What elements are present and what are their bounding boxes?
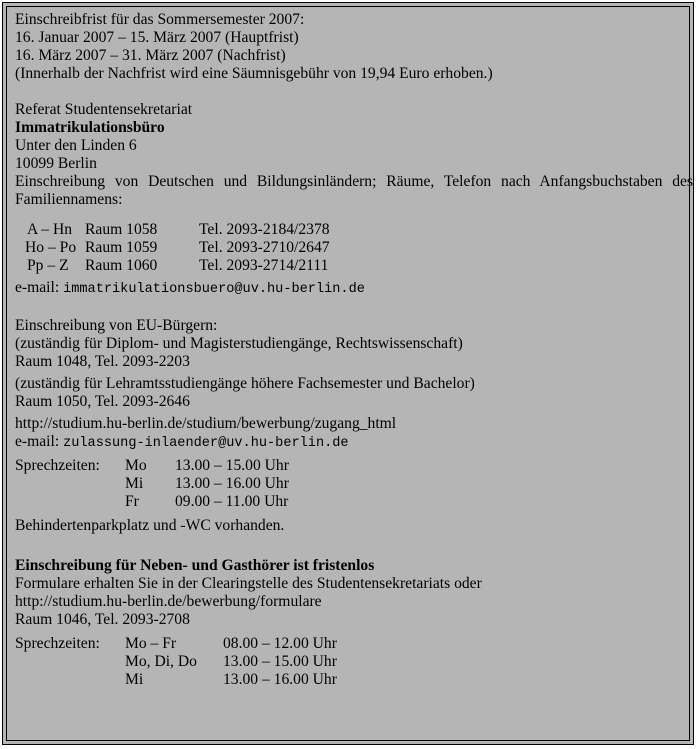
eu-hours-table [15,457,289,511]
table-row [15,257,330,275]
eu-email-link[interactable]: zulassung-inlaender@uv.hu-berlin.de [63,436,349,451]
deadline-late: 16. März 2007 – 31. März 2007 (Nachfrist) [15,47,286,64]
eu-lehramt: (zuständig für Lehramtsstudiengänge höhere Fachsemester und Bachelor) [15,375,475,392]
guest-room: Raum 1046, Tel. 2093-2708 [15,611,190,628]
deadline-main: 16. Januar 2007 – 15. März 2007 (Hauptfrist) [15,29,299,46]
room-number: Raum 1060 [85,257,158,274]
hours-day: Mo – Fr [125,635,177,652]
table-row [15,653,337,671]
room-phone: Tel. 2093-2184/2378 [199,221,330,238]
table-row [15,221,330,239]
room-number: Raum 1059 [85,239,158,256]
hours-day: Mo, Di, Do [125,653,197,670]
guest-title: Einschreibung für Neben- und Gasthörer ist fristenlos [15,557,375,574]
hours-label: Sprechzeiten: [15,457,100,474]
table-row [15,475,289,493]
hours-time: 13.00 – 16.00 Uhr [223,671,337,688]
email-label: e-mail: [15,279,60,296]
hours-time: 09.00 – 11.00 Uhr [175,493,289,510]
room-range: A – Hn [27,221,73,238]
eu-lehramt-room: Raum 1050, Tel. 2093-2646 [15,393,190,410]
room-table [15,221,330,275]
hours-day: Mi [125,475,144,492]
info-box [2,2,694,745]
office-name: Immatrikulationsbüro [15,119,165,136]
guest-forms: Formulare erhalten Sie in der Clearingstelle des Studentensekretariats oder [15,575,482,592]
eu-diplom: (zuständig für Diplom- und Magisterstudiengänge, Rechtswissenschaft) [15,335,463,352]
table-row [15,635,337,653]
info-box-inner-frame [6,6,693,741]
table-row [15,457,289,475]
room-phone: Tel. 2093-2710/2647 [199,239,330,256]
hours-day: Fr [125,493,139,510]
hours-time: 13.00 – 15.00 Uhr [175,457,289,474]
table-row [15,671,337,689]
eu-url-link[interactable]: http://studium.hu-berlin.de/studium/bewerbung/zugang_html [15,415,397,432]
guest-url-link[interactable]: http://studium.hu-berlin.de/bewerbung/formulare [15,593,322,610]
room-range: Ho – Po [25,239,77,256]
eu-email-line [15,433,695,451]
table-row [15,239,330,257]
office-email-link[interactable]: immatrikulationsbuero@uv.hu-berlin.de [63,282,365,297]
hours-time: 08.00 – 12.00 Uhr [223,635,337,652]
deadline-title: Einschreibfrist für das Sommersemester 2007: [15,11,305,28]
hours-day: Mo [125,457,147,474]
office-email-line [15,279,695,297]
hours-time: 13.00 – 16.00 Uhr [175,475,289,492]
email-label: e-mail: [15,433,60,450]
office-dept: Referat Studentensekretariat [15,101,193,118]
hours-time: 13.00 – 15.00 Uhr [223,653,337,670]
hours-label: Sprechzeiten: [15,635,100,652]
office-city: 10099 Berlin [15,155,97,172]
guest-hours-table [15,635,337,689]
hours-day: Mi [125,671,144,688]
room-phone: Tel. 2093-2714/2111 [199,257,329,274]
room-number: Raum 1058 [85,221,158,238]
table-row [15,493,289,511]
eu-title: Einschreibung von EU-Bürgern: [15,317,218,334]
room-range: Pp – Z [27,257,69,274]
office-street: Unter den Linden 6 [15,137,137,154]
info-content [15,11,695,689]
eu-parking: Behindertenparkplatz und -WC vorhanden. [15,517,285,534]
deadline-note: (Innerhalb der Nachfrist wird eine Säumnisgebühr von 19,94 Euro erhoben.) [15,65,493,82]
eu-diplom-room: Raum 1048, Tel. 2093-2203 [15,353,190,370]
office-description: Einschreibung von Deutschen und Bildungsinländern; Räume, Telefon nach Anfangsbuchstaben des Familiennamens: [15,173,693,208]
